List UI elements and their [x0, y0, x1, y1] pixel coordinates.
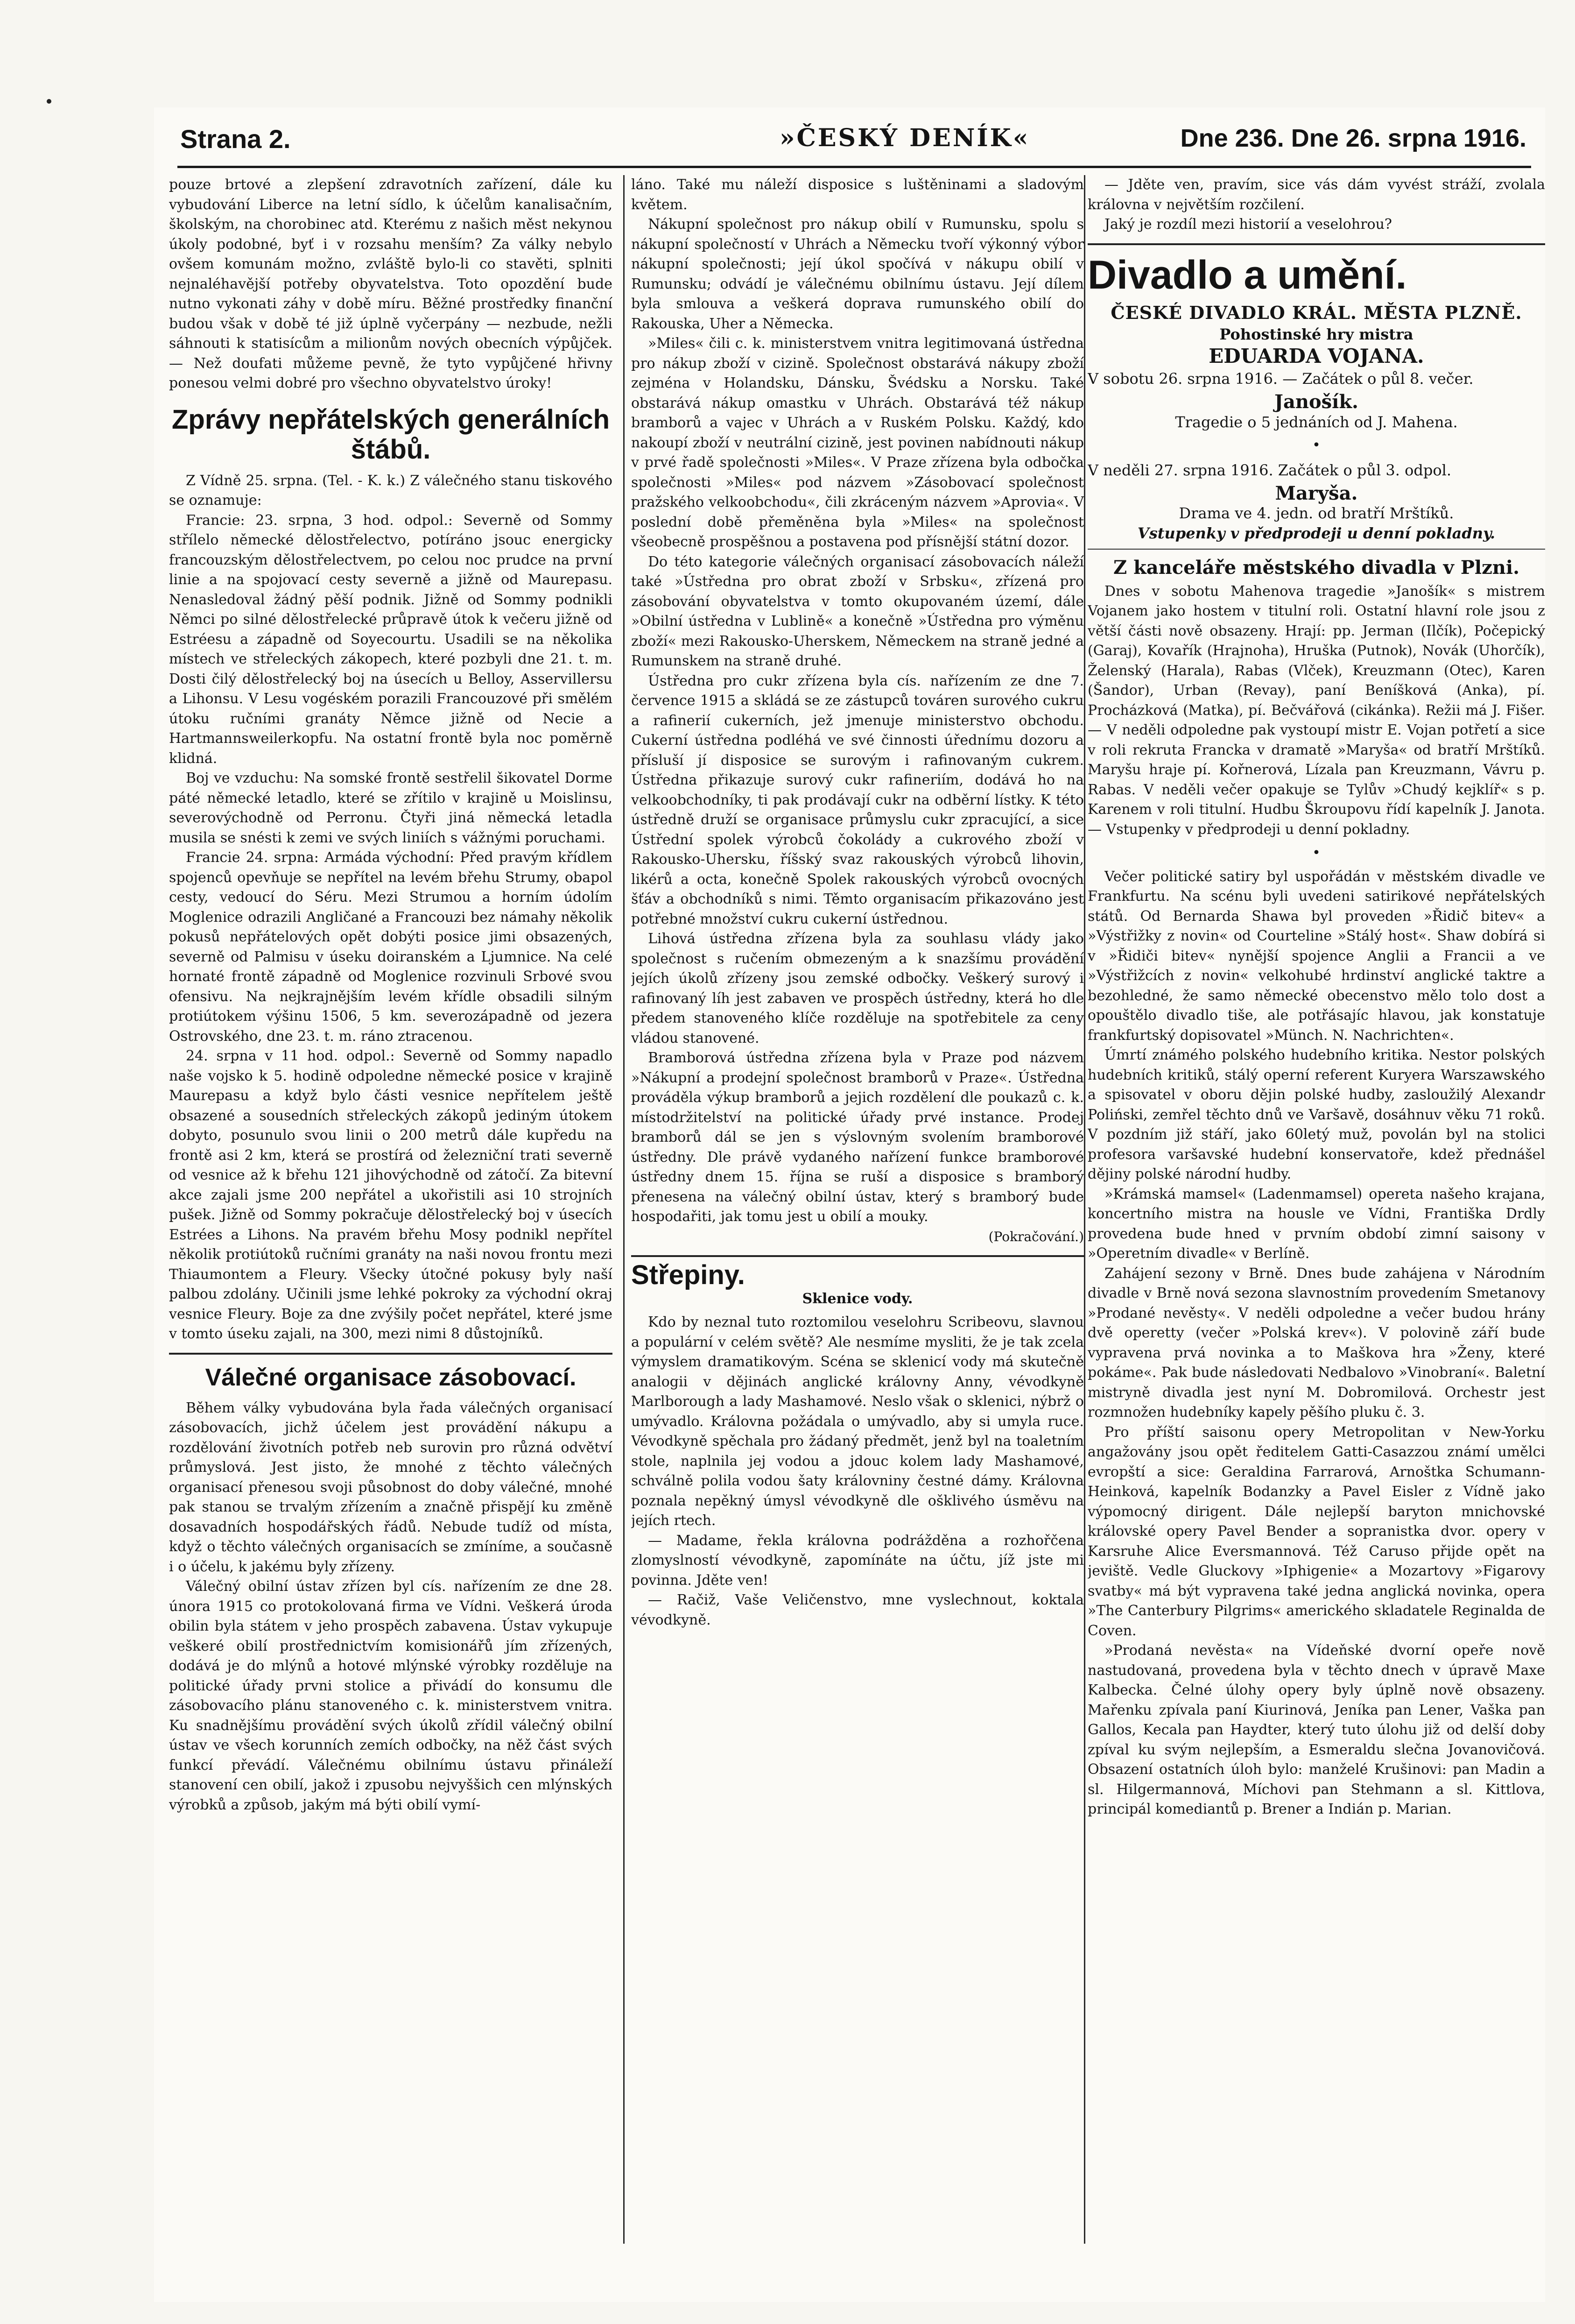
article-paragraph: Do této kategorie válečných organisací zásobovacích náleží také »Ústředna pro obrat zboží v Srbsku«, zřízená pro zásobování obyvatelstva v tomto okupovaném území, dále »Obilní ústředna v Lublině« a konečně »Ústředna pro výměnu zboží« mezi Rakousko-Uherskem, Německem na straně jedné a Rumunskem na straně druhé. — [631, 553, 1084, 669]
article-paragraph: Pro příští saisonu opery Metropolitan v New-Yorku angažovány jsou opět ředitelem Gatti-Casazzou známí umělci evropští a sice: Geraldina Farrarová, Arnoštka Schumann-Heinková, kapelník Bodanzky a Pavel Eisler z Vídně jako výpomocný dirigent. Dále nejlepší baryton mnichovské královské opery Pavel Bender a sopranistka dvor. opery v Karsruhe Alice Eversmannová. Též Caruso přijde opět na jeviště. Vedle Gluckovy »Iphigenie« a Mozartovy »Figarovy svatby« má být vypravena také jedna anglická novinka, opera »The Canterbury Pilgrims« amerického skladatele Reginalda de Coven. — [1088, 1424, 1545, 1639]
announcement-play-2: Maryša. — [1275, 482, 1358, 504]
article-paragraph: Z Vídně 25. srpna. (Tel. - K. k.) Z válečného stanu tiskového se oznamuje: — [169, 472, 612, 509]
article-paragraph: Lihová ústředna zřízena byla za souhlasu vlády jako společnost s ručením obmezeným a k snazšímu provádění jejích úkolů zřízeny jsou zemské odbočky. Veškerý surový i rafinovaný líh jest zabaven ve prospěch ústředny, která ho dle předem stanoveného klíče rozděluje na spotřebitele za ceny vládou stanovené. — [631, 931, 1084, 1046]
announcement-date-1: V sobotu 26. srpna 1916. — Začátek o půl 8. večer. — [1088, 370, 1474, 388]
announcement-play-1: Janošík. — [1274, 391, 1358, 413]
article-paragraph: »Krámská mamsel« (Ladenmamsel) opereta našeho krajana, koncertního mistra na housle ve Vídni, Františka Drdly provedena bude hned v prvním období zimní saisony v »Operetním divadle« v Berlíně. — [1088, 1186, 1545, 1262]
article-paragraph: Francie 24. srpna: Armáda východní: Před pravým křídlem spojenců opevňuje se nepřítel na levém břehu Strumy, obapol cesty, vedoucí do Séru. Mezi Strumou a horním údolím Moglenice odrazili Angličané a Francouzi bez námahy několik pokusů nepřátelových opět dobýti posice jimi obsazených, severně od Palmisu v úseku doiranském a Ljumnice. Na celé hornaté frontě západně od Moglenice rozvinuli Srbové svou ofensivu. Na nejkrajnějším levém křídle obsadili silným protiútokem výšinu 1506, 5 km. severozápadně od jezera Ostrovského, dne 23. t. m. ráno ztracenou. — [169, 849, 612, 1045]
announcement-play-2-desc: Drama ve 4. jedn. od bratří Mrštíků. — [1179, 504, 1454, 522]
article-paragraph: Úmrtí známého polského hudebního kritika. Nestor polských hudebních kritiků, stálý operní referent Kuryera Warszawského a spisovatel v oboru dějin polské hudby, zasloužilý Alexandr Poliński, zemřel těchto dnů ve Varšavě, dosáhnuv věku 71 roků. V pozdním již stáří, jako 60letý muž, povolán byl na stolici profesora varšavské hudební konservatoře, kdež přednášel dějiny polské národní hudby. — [1088, 1047, 1545, 1182]
issue-date: Dne 236. Dne 26. srpna 1916. — [1180, 124, 1526, 152]
article-paragraph: pouze brtové a zlepšení zdravotních zařízení, dále ku vybudování Liberce na letní sídlo, k účelům kanalisačním, školským, na chorobinec atd. Kterému z našich měst nekynou úkoly podobné, byť i v rozsahu menším? Za války nebylo ovšem komunám možno, zvláště bylo-li co stavěti, splniti nejnaléhavější potřeby obyvatelstva. Toto opozdění bude nutno vykonati záhy v době míru. Běžné prostředky finanční budou však v době té již úplně vyčerpány — nezbude, nežli sáhnouti k statisícům a milionům nových obecních výpůjček. — Než doufati můžeme pevně, že tyto vypůjčené hřivny ponesou velmi dobré pro všechno obyvatelstvo úroky! — [169, 177, 612, 391]
article-paragraph: Večer politické satiry byl uspořádán v městském divadle ve Frankfurtu. Na scénu byli uvedeni satirikové nepřátelských států. Od Bernarda Shawa byl proveden »Řidič bitev« a »Výstřižky z novin« od Courteline »Stálý host«. Shaw dobírá si v »Řidiči bitev« nynější spojence Anglii a Francii a ve »Výstřižcích z novin« velkohubé hrdinství anglické taktre a bezohledné, že samo německé obecenstvo mělo tolo dost a opouštělo divadlo tiše, ale potřásajíc hlavou, jak konstatuje frankfurtský dopisovatel »Münch. N. Nachrichten«. — [1088, 868, 1545, 1044]
announcement-bullet: • — [1312, 437, 1321, 453]
article-paragraph: 24. srpna v 11 hod. odpol.: Severně od Sommy napadlo naše vojsko k 5. hodině odpoledne německé posice v krajině Maurepasu a když bylo části vesnice nepřítelem ještě obsazené a sousedních střeleckých zákopů jediným útokem dobyto, posunulo svou linii o 200 metrů dále kupředu na frontě asi 2 km, která se prostírá od železniční trati severně od vesnice až k břehu 121 jihovýchodně od zátočí. Za bitevní akce zajali jsme 200 nepřátel a ukořistili asi 10 strojních pušek. Jižně od Sommy pokračuje dělostřelecký boj v úsecích Estrées a Lihons. Na pravém břehu Mosy podnikl nepřítel několik protiútoků ručními granáty na naši novou frontu mezi Thiaumontem a Fleury. Všecky útočné pokusy byly naší palbou zdolány. Učinili jsme lehké pokroky za východní okraj vesnice Fleury. Boje za dne zvýšily počet nepřátel, které jsme v tomto úseku zajali, na 300, mezi nimi 8 důstojníků. — [169, 1048, 612, 1342]
article-paragraph: Kdo by neznal tuto roztomilou veselohru Scribeovu, slavnou a populární v celém světě? Ale nesmíme mysliti, že je tak zcela výmyslem dramatikovým. Scéna se sklenicí vody má skutečně analogii v dějinách anglické královny Anny, vévodkyně Marlborough a lady Mashamové. Neslo však o sklenici, nýbrž o umývadlo. Královna požádala o umývadlo, aby si umyla ruce. Vévodkyně spěchala pro žádaný předmět, jenž byl na toaletním stole, naplnila jej vodou a jdouc kolem lady Mashamové, schválně polila vodou šaty královniny čestné dámy. Královna poznala nepěkný úmysl vévodkyně dle ošklivého úsměvu na jejích rtech. — [631, 1314, 1084, 1529]
page-number: Strana 2. — [180, 124, 291, 154]
column-1 — [169, 175, 612, 2244]
headline-theatre-and-art: Divadlo a umění. — [1088, 252, 1407, 297]
headline-war-supply-organisations: Válečné organisace zásobovací. — [205, 1363, 577, 1391]
article-paragraph: Bramborová ústředna zřízena byla v Praze pod názvem »Nákupní a prodejní společnost bramborů v Praze«. Ústředna prováděla výkup bramborů a jejich rozdělení dle poukazů c. k. místodržitelství na politické úřady prvé instance. Prodej bramborů dál se jen s výslovným svolením bramborové ústředny. Dle právě vydaného nařízení funkce bramborové ústředny dnem 15. října se ruší a disposice s bramborý přenesena na válečný obilní ústav, který s bramborý bude hospodařiti, jak tomu jest u obilí a mouky. — [631, 1050, 1084, 1225]
article-paragraph: »Miles« čili c. k. ministerstvem vnitra legitimovaná ústředna pro nákup zboží v cizině. Společnost obstarává nákupy zboží zejména v Holandsku, Dánsku, Švédsku a Norsku. Také obstarává nákup omastku v Uhrách. Obstarává též nákup bramborů a vajec v Uhrách a v Ruském Polsku. Každý, kdo nakoupí zboží v neutrální cizině, jest povinen nabídnouti nákup v prvé řadě společnosti »Miles«. V Praze zřízena byla odbočka společnosti »Miles« pod názvem »Zásobovací společnost pražského velkoobchodu«, čili zkráceným názvem »Aprovia«. V poslední době přeměněna byla »Miles« na společnost všeobecně prospěšnou a postavena pod přísnější státní dozor. — [631, 335, 1084, 550]
column-divider — [623, 175, 625, 2244]
article-paragraph: Francie: 23. srpna, 3 hod. odpol.: Severně od Sommy střílelo německé dělostřelectvo, potíráno jsouc energicky francouzským dělostřelectvem, po celou noc prudce na první linie a na spojovací cesty severně a jižně od Maurepasu. Nenasledoval žádný pěší podnik. Jižně od Sommy podnikli Němci po silné dělostřelecké průpravě útok k večeru jižně od Estréesu a západně od Soyecourtu. Usadili se na několika místech ve střeleckých zákopech, které pozbyli dne 21. t. m. Dosti čilý dělostřelecký boj na úsecích u Belloy, Asservillersu a Lihonsu. V Lesu vogéském porazili Francouzové při smělém útoku ručními granáty Němce jižně od Necie a Hartmannsweilerkopfu. Na ostatní frontě byla noc poměrně klidná. — [169, 512, 612, 767]
masthead: »ČESKÝ DENÍK« — [780, 124, 1030, 152]
announcement-tickets: Vstupenky v předprodeji u denní pokladny. — [1137, 524, 1496, 542]
section-rule — [1088, 243, 1545, 245]
article-paragraph: — Madame, řekla královna podrážděna a rozhořčena zlomyslností vévodkyně, zapomínáte na účtu, jíž jste mi povinna. Jděte ven! — [631, 1532, 1084, 1589]
column-divider — [1084, 175, 1085, 2244]
article-paragraph: Válečný obilní ústav zřízen byl cís. nařízením ze dne 28. února 1915 co protokolovaná firma ve Vídni. Veškerá úroda obilin byla státem v jeho prospěch zabavena. Ústav vykupuje veškeré obilí prostřednictvím komisionářů jím zřízených, dodává je do mlýnů a hotové mlýnské výrobky rozděluje na politické úřady prvni stolice a přivádí do konsumu dle zásobovacího plánu stanoveného c. k. ministerstvem vnitra. Ku snadnějšímu provádění svých úkolů zřídil válečný obilní ústav ve všech korunních zemích odbočky, na něž část svých funkcí převádí. Válečnému obilnímu ústavu přináleží stanovení cen obilí, jakož i zpusobu nejvyššich cen mlýnských výrobků a způsob, jakým má býti obilí vymí- — [169, 1578, 612, 1813]
article-paragraph: »Prodaná nevěsta« na Vídeňské dvorní opeře nově nastudovaná, provedena byla v těchto dnech v úpravě Maxe Kalbecka. Čelné úlohy opery byly úplně nově obsazeny. Mařenku zpívala paní Kiurinová, Jeníka pan Lener, Vaška pan Gallos, Kecala pan Haydter, který tuto úlohu již od delší doby zpíval ku svým nejlepším, a Esmeraldu slečna Jovanovičová. Obsazení ostatních úloh bylo: manželé Krušinovi: pan Madin a sl. Hilgermannová, Míchovi pan Stehmann a sl. Kittlova, principál komediantů p. Brener a Indián p. Marian. — [1088, 1642, 1545, 1817]
subheadline-glass-of-water: Sklenice vody. — [802, 1290, 913, 1307]
headline-enemy-staff-reports: Zprávy nepřátelských generálních štábů. — [171, 404, 610, 465]
article-paragraph: Zahájení sezony v Brně. Dnes bude zahájena v Národním divadle v Brně nová sezona slavnostním provedením Smetanovy »Prodané nevěsty«. V neděli odpoledne a večer budou hrány dvě operetty (večer »Polská krev«). V polovině září bude vypravena prvá novinka a to Maškova hra »Ženy, které pokáme«. Pak bude následovati Nedbalovo »Vinobraní«. Baletní mistryně divadla jest nyní M. Dobromilová. Orchestr jest rozmnožen hudebníky kapely pěšího pluku č. 3. — [1088, 1265, 1545, 1420]
article-paragraph: Nákupní společnost pro nákup obilí v Rumunsku, spolu s nákupní společností v Uhrách a Německu tvoří výkonný výbor nákupní společnosti; její úkol spočívá v nákupu obilí v Rumunsku; odvádí je válečnému obilnímu ústavu. Její dílem byla smlouva a veškerá doprava rumunského obilí do Rakouska, Uher a Německa. — [631, 216, 1084, 332]
section-rule — [631, 1255, 1084, 1257]
article-paragraph: Během války vybudována byla řada válečných organisací zásobovacích, jichž účelem jest provádění nákupu a rozdělování životních potřeb neb surovin pro různá odvětví průmyslová. Jest jisto, že mnohé z těchto válečných organisací přenesou svoji působnost do doby válečné, mnohé pak stanou se trvalým zřízením a značně přispějí ku změně dosavadních hospodářských řádů. Nebude tudíž od místa, když o těchto válečných organisacích se zmíníme, a současně i o účelu, k jakému byly zřízeny. — [169, 1399, 612, 1575]
column-2 — [631, 175, 1084, 2244]
announcement-theatre-name: ČESKÉ DIVADLO KRÁL. MĚSTA PLZNĚ. — [1111, 302, 1522, 323]
column-3 — [1088, 175, 1545, 2244]
page-header — [177, 119, 1531, 168]
article-paragraph: — Jděte ven, pravím, sice vás dám vyvést stráží, zvolala královna v největším rozčilení. — [1088, 177, 1545, 213]
announcement-guest-line: Pohostinské hry mistra — [1219, 325, 1413, 343]
continuation-note: (Pokračování.) — [988, 1229, 1084, 1244]
section-rule — [1088, 549, 1545, 550]
headline-strepiny: Střepiny. — [631, 1260, 745, 1290]
print-speck — [47, 99, 51, 104]
article-paragraph: Jaký je rozdíl mezi historií a veselohrou? — [1104, 216, 1392, 233]
announcement-bullet: • — [1312, 845, 1321, 861]
article-paragraph: — Račiž, Vaše Veličenstvo, mne vyslechnout, koktala vévodkyně. — [631, 1592, 1084, 1628]
article-paragraph: Ústředna pro cukr zřízena byla cís. nařízením ze dne 7. července 1915 a skládá se ze zástupců továren surového cukru a rafinerií cukerních, jež jmenuje ministerstvo obchodu. Cukerní ústředna podléhá ve své činnosti úřednímu dozoru a přísluší jí disposice se surovým i rafinovaným cukrem. Ústředna přikazuje surový cukr rafineriím, dodává ho na velkoobchodníky, ti pak prodávají cukr na odběrní lístky. K této ústředně druží se organisace průmyslu cukr zpracující, a sice Ústřední spolek výrobců čokolády a cukrového zboží v Rakousko-Uhersku, říšský svaz rakouských výrobců lihovin, likérů a octa, konečně Spolek rakouských výrobců ovocných šťáv a obchodníků s nimi. Těmto organisacím přikazováno jest potřebné množství cukru cukerní ústřednou. — [631, 672, 1084, 927]
headline-theatre-office: Z kanceláře městského divadla v Plzni. — [1113, 557, 1520, 579]
announcement-play-1-desc: Tragedie o 5 jednáních od J. Mahena. — [1175, 413, 1458, 431]
announcement-date-2: V neděli 27. srpna 1916. Začátek o půl 3. odpol. — [1088, 461, 1452, 479]
section-rule — [169, 1353, 612, 1355]
article-paragraph: Dnes v sobotu Mahenova tragedie »Janošík« s mistrem Vojanem jako hostem v titulní roli. Ostatní hlavní role jsou z větší části nově obsazeny. Hrají: pp. Jerman (Ilčík), Počepický (Garaj), Kovařík (Hrajnoha), Hruška (Putnok), Novák (Uhorčík), Želenský (Harala), Rabas (Vlček), Kreuzmann (Otec), Karen (Šandor), Urban (Revay), paní Beníšková (Anka), pí. Procházková (Matka), pí. Bečvářová (cikánka). Režii má J. Fišer. — V neděli odpoledne pak vystoupí mistr E. Vojan potřetí a sice v roli rekruta Francka v dramatě »Maryša« od bratří Mrštíků. Maryšu hraje pí. Kořnerová, Lízala pan Kreuzmann, Vávru p. Rabas. V neděli večer opakuje se Tylův »Chudý kejklíř« s p. Karenem v roli titulní. Hudbu Škroupovu řídí kapelník J. Janota. — Vstupenky v předprodeji u denní pokladny. — [1088, 583, 1545, 838]
announcement-guest-name: EDUARDA VOJANA. — [1209, 344, 1424, 367]
article-paragraph: láno. Také mu náleží disposice s luštěninami a sladovým květem. — [631, 177, 1084, 213]
article-paragraph: Boj ve vzduchu: Na somské frontě sestřelil šikovatel Dorme páté německé letadlo, které se zřítilo v krajině u Moislinsu, severovýchodně od Perronu. Čtyři jiná německá letadla musila se snésti k zemi ve svých liniích s vážnými poruchami. — [169, 770, 612, 846]
